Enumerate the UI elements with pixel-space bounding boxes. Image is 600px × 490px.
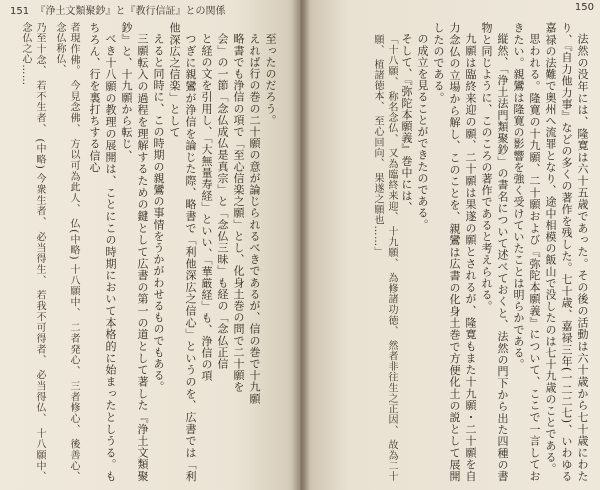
left-column: と経の文を引用し、「大無量寿経」といい、「華厳経」も、浄信の項 [200,33,213,382]
right-page [300,0,600,490]
left-column: えると同時に、この時期の親鸞の事情をうかがわせるものでもある。 [152,33,165,393]
right-paragraph: の成立を見ることができたのである。 [416,33,429,231]
citation-block: 「十八願、 称名念仏、 又為臨終来迎、 十九願、 為修諸功徳、 然者非往生之正因、 故為二十願、 植諸徳本、 至心回向、 果遂之願也……」 [372,34,397,482]
left-column: 略書でも浄信の項で「至心信楽之願」とし、化身土巻の問で二十願を [232,33,245,393]
left-column: 三願転入の過程を理解するための鍵として広書の第一の道として著した『浄土文類聚鈔』と、十九願から転じ、 [120,22,149,482]
quote-block-line: 乃至十念、 若不生者、 (中略) 今衆生者、 必当得生、 若我不可得者、 必当得仏、 十八願中、 念仏之心…… [20,22,45,482]
right-paragraph: 思われる。隆寛の十九願、二十願および『弥陀本願義』について、ここで一言しておきたい。親鸞は隆寛の影響を強く受けていたことは明らかである。 [512,22,541,482]
right-paragraph: 法然の没年には、隆寛は六十五歳であった。その後の活動は六十歳から七十歳にわたり、『自力他力事』などの多くの著作を残した。七十歳、嘉禄三年(一二二七)、いわゆる嘉禄の法難で奥州へ流罪となり、途中相模の飯山で没したのは七十九歳のことである。 [544,22,589,482]
left-page-body [12,22,278,482]
left-page-number: 151 [10,6,30,17]
left-column: べき十八願の教理の展開は、ことにこの時期において本格的に始まったとしうる。もちろん、行を裏打ちする信心 [88,22,117,482]
running-head-title: 『浄土文類聚鈔』と『教行信証』との関係 [35,6,226,17]
right-paragraph: 九願は臨終来迎の願、二十願は果遂の願とされるが、隆寛もまた十九願・二十願を自力念仏の立場から解し、このことを、親鸞は広書の化身土巻で方便化土の説として展開したのである。 [432,22,477,482]
right-paragraph: そして、『弥陀本願義』巻中には、 [400,33,413,214]
right-page-body [322,22,590,482]
left-column: つぎに親鸞が浄信を論じた際、略書で「利他深広之信心」というのを、広書では「利他深広之信楽」として [168,22,197,482]
quote-block-line: 者現作佛。 今見念佛、 方以可為此人、 仏(中略) 十八願中、 二者発心、 三者修心、 後善心、 念仏称仏、 [54,22,79,482]
right-paragraph: 縦然、「浄土法門類聚鈔」の書名について述べておくと、法然の門下から出た四種の書物と同じように、このころの著作であると考えられる。 [480,22,509,482]
left-column: 至ったのだろう。 [264,33,277,126]
left-column: 会」の一節「念仏成仏是真宗」と「念仏三昧」も経の「念仏正信 [216,33,229,370]
right-page-number: 150 [574,2,594,13]
left-column: えれば行の巻の二十願の意が論じられるべきであるが、信の巻で十九願 [248,33,261,405]
running-head [10,2,225,17]
